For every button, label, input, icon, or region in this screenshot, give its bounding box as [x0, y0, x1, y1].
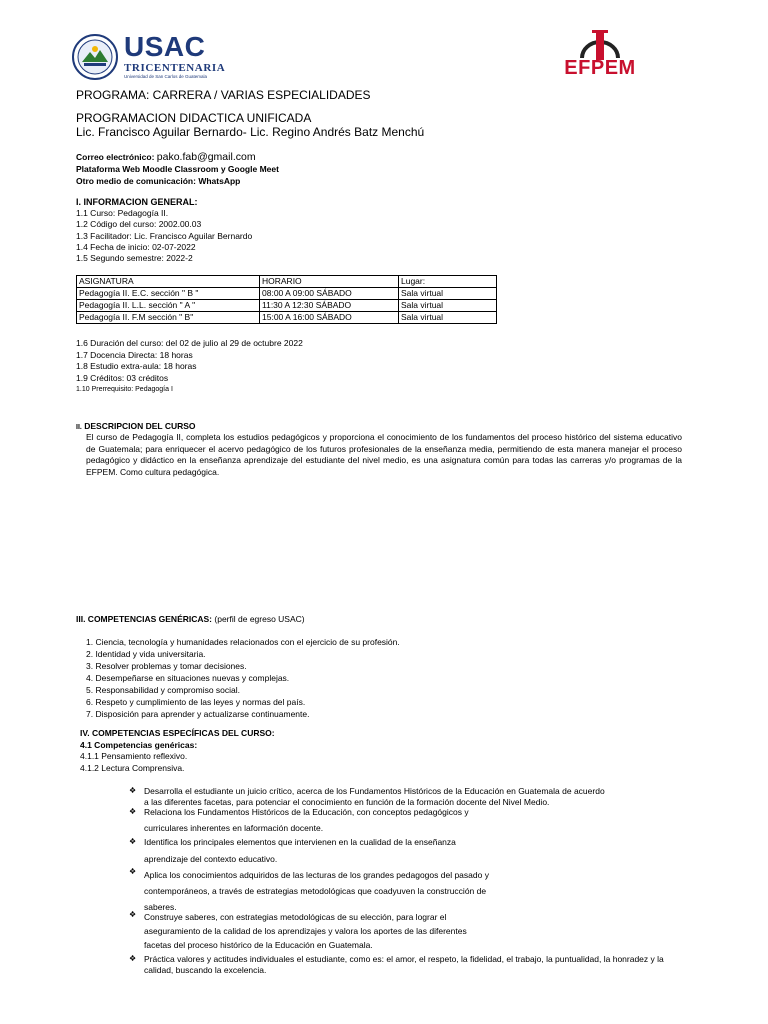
table-cell: Sala virtual: [399, 300, 497, 312]
section-note: (perfil de egreso USAC): [214, 614, 305, 624]
table-header: ASIGNATURA: [77, 276, 260, 288]
contact-block: [76, 151, 279, 187]
bullet-line: Práctica valores y actitudes individuales el estudiante, como es: el amor, el respeto, la fidelidad, el trabajo, la puntualidad, la honradez y la: [144, 954, 664, 964]
bullet-line: Identifica los principales elementos que intervienen en la cualidad de la enseñanza: [144, 837, 456, 847]
other-contact-row: Otro medio de comunicación: WhatsApp: [76, 176, 241, 186]
list-item: 1.6 Duración del curso: del 02 de julio al 29 de octubre 2022: [76, 338, 303, 348]
bullet-line: saberes.: [144, 902, 177, 912]
list-item: 1.4 Fecha de inicio: 02-07-2022: [76, 241, 196, 252]
table-cell: Pedagogía II. F.M sección " B": [77, 312, 260, 324]
email-value: pako.fab@gmail.com: [156, 151, 256, 163]
table-cell: 15:00 A 16:00 SÁBADO: [260, 312, 399, 324]
list-item: 1.5 Segundo semestre: 2022-2: [76, 253, 193, 264]
list-item: 1.1 Curso: Pedagogía II.: [76, 208, 169, 218]
usac-logo: [72, 31, 232, 80]
schedule-table: [76, 275, 497, 324]
table-cell: Sala virtual: [399, 288, 497, 300]
prerequisite: 1.10 Prerrequisito: Pedagogía I: [76, 386, 173, 393]
bullet-text: [144, 786, 605, 808]
program-line: PROGRAMA: CARRERA / VARIAS ESPECIALIDADES: [76, 88, 371, 102]
bullet-icon: ❖: [129, 954, 137, 963]
page-title: PROGRAMACION DIDACTICA UNIFICADA: [76, 111, 312, 125]
list-item: 4.1.1 Pensamiento reflexivo.: [80, 751, 188, 761]
section-title: DESCRIPCION DEL CURSO: [84, 421, 196, 431]
efpem-logo: [530, 28, 670, 82]
bullet-line: a las diferentes facetas, para potenciar el conocimiento en función de la formación docente del Nivel Medio.: [144, 797, 550, 807]
subsection-heading: 4.1 Competencias genéricas:: [80, 739, 198, 750]
list-item: 7. Disposición para aprender y actualizarse continuamente.: [86, 709, 310, 719]
list-item: 1.2 Código del curso: 2002.00.03: [76, 219, 202, 230]
section-heading: [76, 614, 305, 624]
bullet-icon: ❖: [129, 786, 137, 795]
section-title: III. COMPETENCIAS GENÉRICAS:: [76, 614, 213, 624]
bullet-line: Aplica los conocimientos adquiridos de las lecturas de los grandes pedagogos del pasado y: [144, 870, 489, 880]
usac-seal-icon: [72, 34, 118, 80]
bullet-line: aseguramiento de la calidad de los aprendizajes y valora los aportes de las diferentes: [144, 926, 467, 936]
table-row: [77, 300, 497, 312]
info-list: [76, 208, 252, 264]
bullet-line: curriculares inherentes en laformación docente.: [144, 823, 324, 833]
email-label: Correo electrónico:: [76, 152, 155, 162]
bullet-text: [144, 807, 469, 834]
usac-wordmark: USAC: [124, 31, 206, 62]
table-row: [77, 288, 497, 300]
bullet-text: [144, 837, 456, 865]
list-item: 4.1.2 Lectura Comprensiva.: [80, 762, 185, 773]
usac-tagline: Universidad de San Carlos de Guatemala: [124, 74, 208, 79]
bullet-line: aprendizaje del contexto educativo.: [144, 854, 278, 864]
bullet-text: [144, 954, 664, 975]
list-item: 6. Respeto y cumplimiento de las leyes y normas del país.: [86, 697, 306, 707]
bullet-line: contemporáneos, a través de estrategias metodológicas que coadyuven la construcción de: [144, 886, 487, 896]
section-heading: I. INFORMACION GENERAL:: [76, 197, 198, 207]
list-item: 1.7 Docencia Directa: 18 horas: [76, 349, 193, 360]
competencies-list: [86, 636, 400, 720]
table-row: [77, 312, 497, 324]
section-specific-competencies: [80, 728, 275, 774]
bullet-icon: ❖: [129, 910, 137, 919]
section-heading: [76, 421, 196, 431]
authors: Lic. Francisco Aguilar Bernardo- Lic. Regino Andrés Batz Menchú: [76, 125, 425, 139]
table-cell: Pedagogía II. L.L. sección " A ": [77, 300, 260, 312]
bullet-line: facetas del proceso histórico de la Educación en Guatemala.: [144, 940, 373, 950]
table-header-row: [77, 276, 497, 288]
bullet-icon: ❖: [129, 807, 137, 816]
list-item: 1.9 Créditos: 03 créditos: [76, 372, 169, 383]
list-item: 1.8 Estudio extra-aula: 18 horas: [76, 361, 197, 371]
section-general-info: [76, 197, 252, 264]
bullet-text: [144, 867, 489, 915]
table-header: HORARIO: [260, 276, 399, 288]
list-item: 1. Ciencia, tecnología y humanidades relacionados con el ejercicio de su profesión.: [86, 637, 400, 647]
bullet-icon: ❖: [129, 837, 137, 846]
table-cell: Pedagogía II. E.C. sección " B ": [77, 288, 260, 300]
bullet-line: calidad, buscando la excelencia.: [144, 964, 267, 975]
usac-subtitle: TRICENTENARIA: [124, 62, 226, 74]
list-item: 2. Identidad y vida universitaria.: [86, 649, 206, 659]
info-list-continued: [76, 338, 303, 396]
bullet-line: Desarrolla el estudiante un juicio crítico, acerca de los Fundamentos Históricos de la Educación en Guatemala de acuerdo: [144, 786, 605, 796]
bullet-line: Construye saberes, con estrategias metodológicas de su elección, para lograr el: [144, 912, 447, 922]
bullet-icon: ❖: [129, 867, 137, 876]
list-item: 1.3 Facilitador: Lic. Francisco Aguilar Bernardo: [76, 230, 253, 241]
list-item: 3. Resolver problemas y tomar decisiones.: [86, 661, 247, 671]
bullet-line: Relaciona los Fundamentos Históricos de la Educación, con conceptos pedagógicos y: [144, 807, 469, 817]
table-cell: 08:00 A 09:00 SÁBADO: [260, 288, 399, 300]
email-row: [76, 151, 279, 163]
platform-row: Plataforma Web Moodle Classroom y Google Meet: [76, 164, 279, 174]
efpem-wordmark: EFPEM: [564, 57, 636, 79]
section-number: II.: [76, 424, 82, 431]
table-cell: 11:30 A 12:30 SÁBADO: [260, 300, 399, 312]
course-description: El curso de Pedagogía II, completa los estudios pedagógicos y proporciona el conocimiento de los fundamentos del proceso histórico del sistema educativo de Guatemala; para enriquecer el acervo pedagógico de los futuros profesionales de la enseñanza media, permitiendo de esta manera manejar el proceso pedagógico y didáctico en la enseñanza aprendizaje del estudiante del nivel medio, es una asignatura común para todas las carreras y/o programas de la EFPEM. Como cultura pedagógica.: [86, 432, 682, 478]
list-item: 5. Responsabilidad y compromiso social.: [86, 685, 241, 695]
table-cell: Sala virtual: [399, 312, 497, 324]
section-heading: IV. COMPETENCIAS ESPECÍFICAS DEL CURSO:: [80, 728, 275, 738]
bullet-text: [144, 910, 467, 952]
table-header: Lugar:: [399, 276, 497, 288]
list-item: 4. Desempeñarse en situaciones nuevas y complejas.: [86, 673, 290, 683]
